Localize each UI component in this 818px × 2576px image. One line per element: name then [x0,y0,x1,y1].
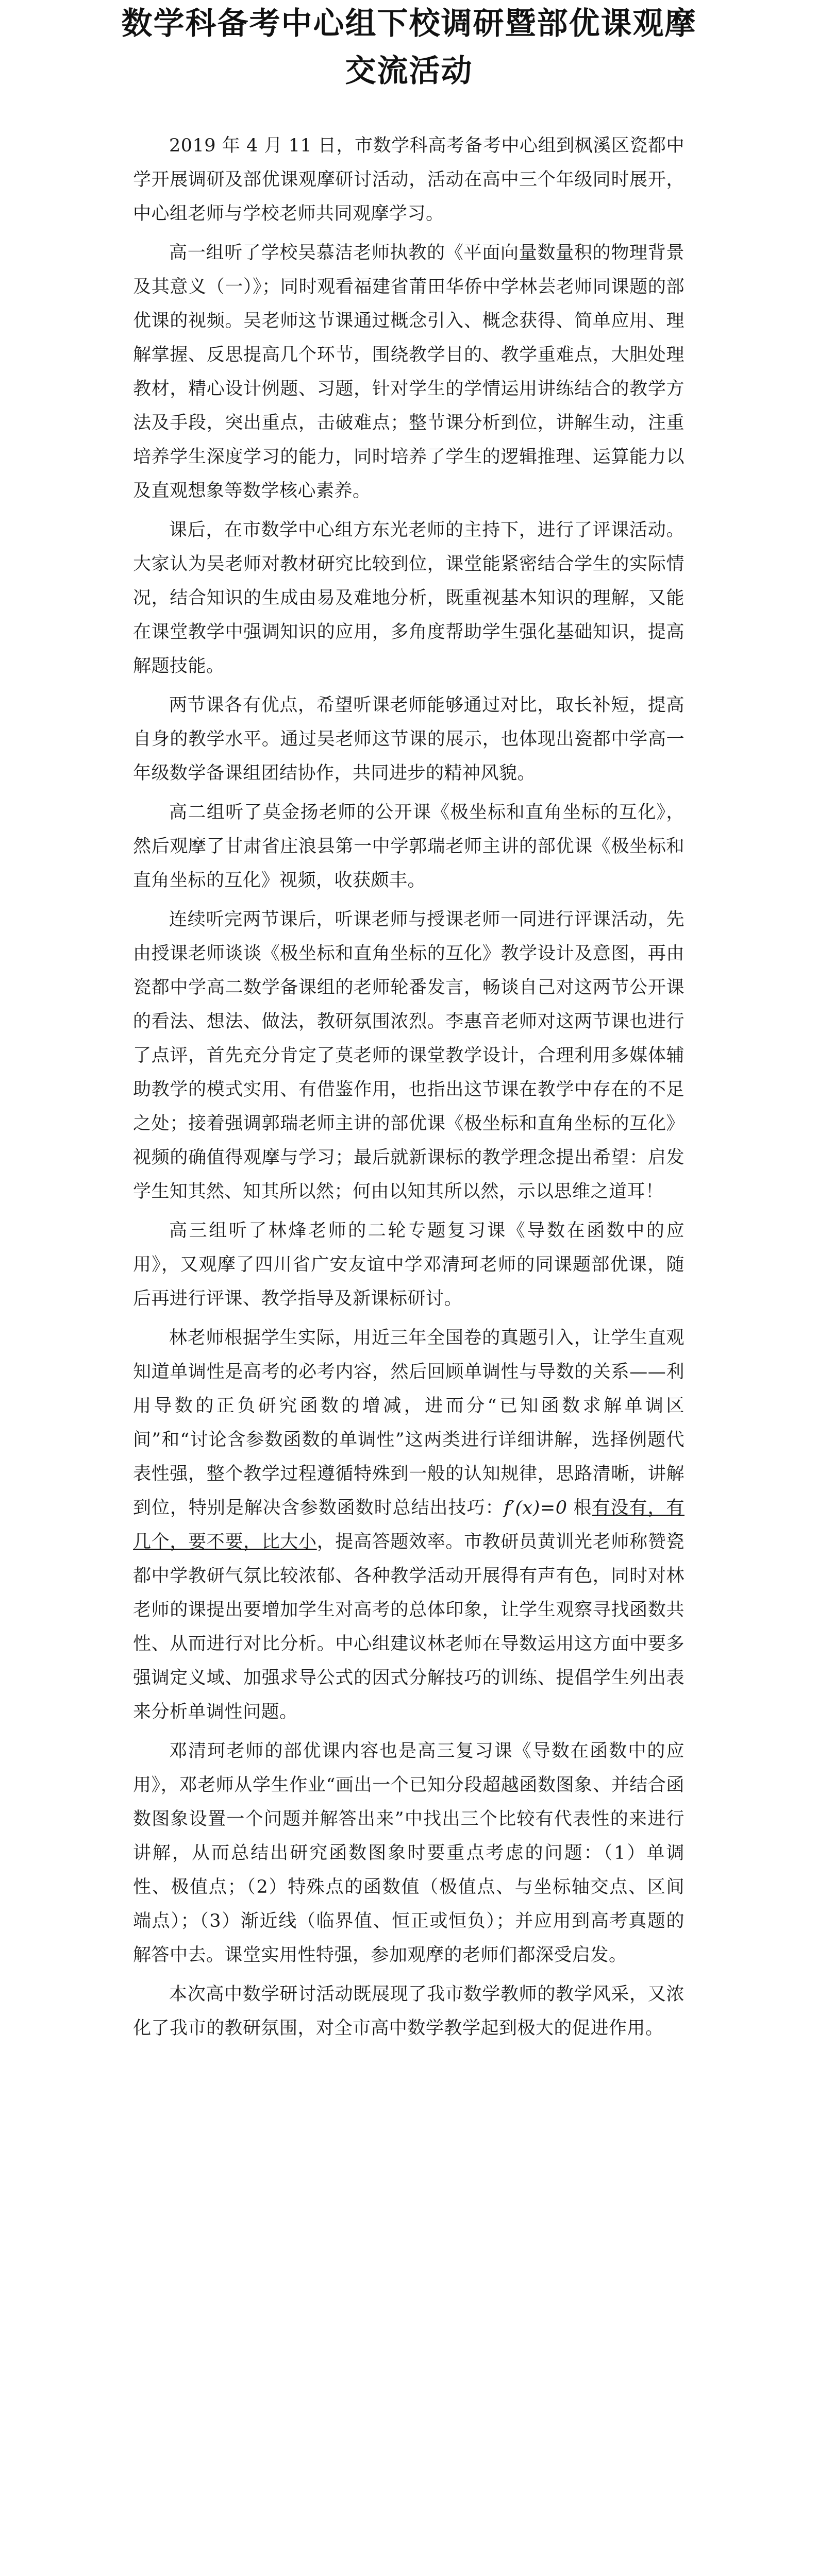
paragraph-grade2-review: 连续听完两节课后，听课老师与授课老师一同进行评课活动，先由授课老师谈谈《极坐标和直角坐标的互化》教学设计及意图，再由瓷都中学高二数学备课组的老师轮番发言，畅谈自己对这两节公开课的看法、想法、做法，教研氛围浓烈。李惠音老师对这两节课也进行了点评，首先充分肯定了莫老师的课堂教学设计，合理利用多媒体辅助教学的模式实用、有借鉴作用，也指出这节课在教学中存在的不足之处；接着强调郭瑞老师主讲的部优课《极坐标和直角坐标的互化》视频的确值得观摩与学习；最后就新课标的教学理念提出希望：启发学生知其然、知其所以然；何由以知其所以然，示以思维之道耳！ [133,909,685,1202]
paragraph-grade1-lesson: 高一组听了学校吴慕洁老师执教的《平面向量数量积的物理背景及其意义（一）》；同时观看福建省莆田华侨中学林芸老师同课题的部优课的视频。吴老师这节课通过概念引入、概念获得、简单应用、理解掌握、反思提高几个环节，围绕教学目的、教学重难点，大胆处理教材，精心设计例题、习题，针对学生的学情运用讲练结合的教学方法及手段，突出重点，击破难点；整节课分析到位，讲解生动，注重培养学生深度学习的能力，同时培养了学生的逻辑推理、运算能力以及直观想象等数学核心素养。 [133,243,685,501]
paragraph-grade1-review: 课后，在市数学中心组方东光老师的主持下，进行了评课活动。大家认为吴老师对教材研究比较到位，课堂能紧密结合学生的实际情况，结合知识的生成由易及难地分析，既重视基本知识的理解，又能在课堂教学中强调知识的应用，多角度帮助学生强化基础知识，提高解题技能。 [133,520,685,676]
paragraph-grade3-analysis-part2: ，提高答题效率。市教研员黄训光老师称赞瓷都中学教研气氛比较浓郁、各种教学活动开展得有声有色，同时对林老师的课提出要增加学生对高考的总体印象，让学生观察寻找函数共性、从而进行对比分析。中心组建议林老师在导数运用这方面中要多强调定义域、加强求导公式的因式分解技巧的训练、提倡学生列出表来分析单调性问题。 [133,1532,685,1722]
article-body [133,129,685,2045]
paragraph-grade1-summary: 两节课各有优点，希望听课老师能够通过对比，取长补短，提高自身的教学水平。通过吴老师这节课的展示，也体现出瓷都中学高一年级数学备课组团结协作，共同进步的精神风貌。 [133,695,685,784]
article-title-line-2: 交流活动 [345,53,473,89]
paragraph-grade3-analysis-part1: 林老师根据学生实际，用近三年全国卷的真题引入，让学生直观知道单调性是高考的必考内容，然后回顾单调性与导数的关系——利用导数的正负研究函数的增减，进而分“已知函数求解单调区间”和“讨论含参数函数的单调性”这两类进行详细讲解，选择例题代表性强，整个教学过程遵循特殊到一般的认知规律，思路清晰，讲解到位，特别是解决含参数函数时总结出技巧： [133,1328,685,1518]
math-expression: f′(x)=0 [504,1498,567,1518]
paragraph-intro: 2019 年 4 月 11 日，市数学科高考备考中心组到枫溪区瓷都中学开展调研及部优课观摩研讨活动，活动在高中三个年级同时展开，中心组老师与学校老师共同观摩学习。 [133,135,685,224]
paragraph-grade3-analysis [133,1321,685,1729]
paragraph-grade3-lesson: 高三组听了林烽老师的二轮专题复习课《导数在函数中的应用》，又观摩了四川省广安友谊中学邓清珂老师的同课题部优课，随后再进行评课、教学指导及新课标研讨。 [133,1221,685,1309]
paragraph-grade3-demo-lesson: 邓清珂老师的部优课内容也是高三复习课《导数在函数中的应用》，邓老师从学生作业“画出一个已知分段超越函数图象、并结合函数图象设置一个问题并解答出来”中找出三个比较有代表性的来进行讲解，从而总结出研究函数图象时要重点考虑的问题：（1）单调性、极值点；（2）特殊点的函数值（极值点、与坐标轴交点、区间端点）；（3）渐近线（临界值、恒正或恒负）；并应用到高考真题的解答中去。课堂实用性特强，参加观摩的老师们都深受启发。 [133,1741,685,1965]
article-title-line-1: 数学科备考中心组下校调研暨部优课观摩 [121,6,697,42]
paragraph-grade3-analysis-mid: 根 [567,1498,592,1518]
underlined-technique: 有没有，有几个，要不要，比大小 [133,1498,685,1552]
paragraph-conclusion: 本次高中数学研讨活动既展现了我市数学教师的教学风采，又浓化了我市的教研氛围，对全市高中数学教学起到极大的促进作用。 [133,1984,685,2039]
paragraph-grade2-lesson: 高二组听了莫金扬老师的公开课《极坐标和直角坐标的互化》，然后观摩了甘肃省庄浪县第一中学郭瑞老师主讲的部优课《极坐标和直角坐标的互化》视频，收获颇丰。 [133,802,685,891]
article-title [77,0,741,95]
